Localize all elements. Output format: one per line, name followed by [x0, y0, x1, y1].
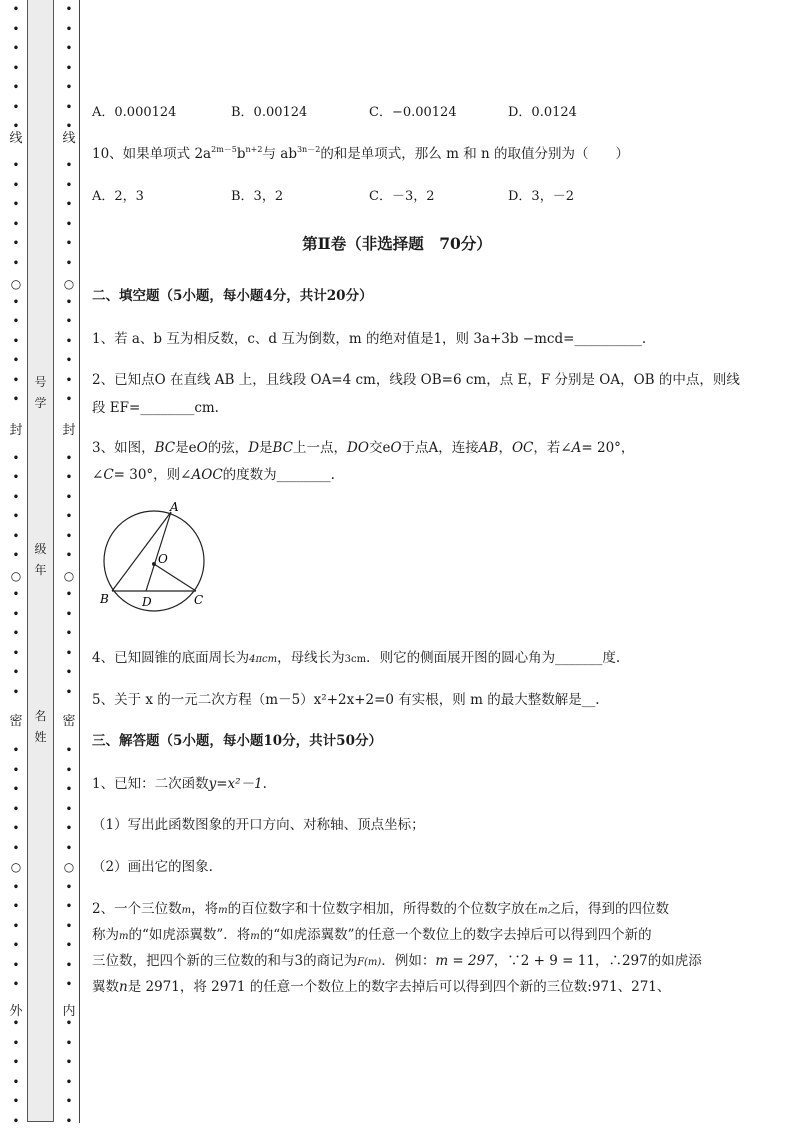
binding-dot: • — [12, 394, 20, 405]
q10-exp: 3n－2 — [296, 145, 321, 154]
binding-dot: • — [12, 687, 20, 698]
binding-dot: • — [65, 82, 73, 93]
q3-text: 是 — [175, 440, 189, 456]
label-d: D — [142, 595, 152, 609]
part-title: 第Ⅱ卷（非选择题 70分） — [302, 234, 492, 253]
solve-question-1 — [92, 772, 754, 792]
binding-dot: • — [65, 667, 73, 678]
binding-dot: • — [65, 745, 73, 756]
binding-circle: ○ — [10, 277, 22, 291]
binding-strip — [27, 0, 54, 1122]
binding-circle: ○ — [63, 860, 75, 874]
binding-dot: • — [65, 511, 73, 522]
q3-text: 的度数为________. — [222, 467, 335, 483]
binding-dot: • — [12, 258, 20, 269]
q3-text: 交 — [368, 440, 383, 456]
q10-exp: 2m－5 — [211, 145, 237, 154]
binding-dot: • — [65, 648, 73, 659]
binding-dot: • — [12, 921, 20, 932]
binding-dot: • — [65, 43, 73, 54]
binding-mark: 内 — [62, 1004, 76, 1019]
binding-dot: • — [12, 297, 20, 308]
binding-dot: • — [65, 394, 73, 405]
segment-oc — [154, 564, 196, 591]
s2-math: m — [250, 931, 260, 942]
binding-dot: • — [65, 102, 73, 113]
binding-dot: • — [12, 628, 20, 639]
binding-dot: • — [65, 180, 73, 191]
choice-c: C．－3，2 — [369, 189, 435, 204]
binding-dot: • — [12, 550, 20, 561]
binding-mark: 线 — [62, 131, 76, 146]
q3-text: ∠ — [92, 467, 104, 483]
binding-dot: • — [12, 960, 20, 971]
binding-dot: • — [65, 687, 73, 698]
binding-dot: • — [12, 102, 20, 113]
binding-dot: • — [12, 589, 20, 600]
binding-dot: • — [12, 238, 20, 249]
fill-question-3 — [92, 436, 754, 456]
s2-math: n — [119, 979, 128, 995]
strip-label: 号 — [34, 375, 47, 389]
s2-math: m — [119, 931, 129, 942]
choice-b: B．0.00124 — [231, 105, 308, 120]
binding-mark: 密 — [9, 714, 23, 729]
label-c: C — [194, 593, 204, 607]
binding-circle: ○ — [10, 860, 22, 874]
binding-dot: • — [12, 472, 20, 483]
q3-math: A — [571, 440, 582, 456]
binding-dot: • — [12, 609, 20, 620]
fill-question-5: 5、关于 x 的一元二次方程（m－5）x²+2x+2=0 有实根，则 m 的最大整数解是__. — [92, 692, 600, 708]
binding-dot: • — [12, 511, 20, 522]
circle-figure — [96, 500, 216, 612]
q3-math: O — [196, 440, 208, 456]
solve-question-2-line-4 — [92, 975, 754, 995]
choice-c: C．−0.00124 — [369, 105, 457, 120]
fill-question-1: 1、若 a、b 互为相反数，c、d 互为倒数，m 的绝对值是1，则 3a+3b −mcd=__________. — [92, 331, 647, 347]
binding-dot: • — [12, 901, 20, 912]
binding-mark: 封 — [62, 423, 76, 438]
binding-dot: • — [65, 765, 73, 776]
q3-text: 的弦， — [207, 440, 249, 456]
solve-question-2-line-2 — [92, 923, 754, 943]
binding-dot: • — [65, 199, 73, 210]
s1-text: 1、已知：二次函数 — [92, 776, 209, 792]
fill-question-2-cont: 段 EF=________cm. — [92, 400, 219, 416]
binding-dot: • — [65, 1077, 73, 1088]
binding-dot: • — [65, 355, 73, 366]
q4-text: ，母线长为 — [277, 650, 345, 666]
s2-text: 称为 — [92, 927, 119, 943]
binding-dot: • — [65, 4, 73, 15]
binding-dot: • — [65, 1116, 73, 1127]
q10-text: 10、如果单项式 2a — [92, 146, 212, 162]
fill-question-3-cont — [92, 463, 754, 483]
binding-dot: • — [12, 940, 20, 951]
strip-label: 学 — [34, 396, 47, 410]
binding-dot: • — [65, 121, 73, 132]
solve-question-2 — [92, 897, 754, 917]
strip-label: 年 — [34, 563, 47, 577]
q3-math: DO — [347, 440, 369, 456]
binding-dot: • — [65, 297, 73, 308]
q3-text: 上一点， — [293, 440, 348, 456]
s2-text: 的“如虎添翼数”．将 — [128, 927, 251, 943]
q3-math: AB — [478, 440, 499, 456]
binding-dot: • — [12, 355, 20, 366]
choice-d: D．3，－2 — [508, 189, 574, 204]
label-o: O — [158, 552, 168, 566]
binding-circle: ○ — [10, 569, 22, 583]
binding-dot: • — [65, 24, 73, 35]
binding-dot: • — [65, 238, 73, 249]
binding-dot: • — [65, 1096, 73, 1107]
binding-dot: • — [65, 804, 73, 815]
s2-text: ，将 — [191, 901, 219, 917]
binding-dot: • — [12, 765, 20, 776]
binding-dot: • — [12, 316, 20, 327]
q10-exp: n+2 — [245, 145, 263, 154]
binding-dot: • — [65, 316, 73, 327]
binding-dot: • — [12, 219, 20, 230]
binding-dot: • — [12, 24, 20, 35]
s2-text: 三位数，把四个新的三位数的和与3的商记为 — [92, 953, 358, 969]
binding-mark: 封 — [9, 423, 23, 438]
q3-math: D — [248, 440, 260, 456]
q3-math: BC — [272, 440, 294, 456]
binding-dot: • — [12, 882, 20, 893]
section-header-solve: 三、解答题（5小题，每小题10分，共计50分） — [92, 733, 382, 749]
label-b: B — [100, 592, 109, 606]
binding-dot: • — [12, 784, 20, 795]
binding-dot: • — [65, 472, 73, 483]
binding-dot: • — [12, 1057, 20, 1068]
q4-text: ．则它的侧面展开图的圆心角为_______度. — [366, 650, 621, 666]
s2-text: 的“如虎添翼数”的任意一个数位上的数字去掉后可以得到四个新的 — [259, 927, 652, 943]
binding-dot: • — [12, 667, 20, 678]
choice-a: A．0.000124 — [92, 105, 177, 120]
binding-dot: • — [65, 628, 73, 639]
binding-circle: ○ — [63, 569, 75, 583]
s2-math: m — [538, 905, 548, 916]
binding-dot: • — [12, 979, 20, 990]
q3-text: 3、如图， — [92, 440, 155, 456]
binding-mark: 外 — [9, 1004, 23, 1019]
q4-text: 4、已知圆锥的底面周长为 — [92, 650, 250, 666]
binding-dot: • — [12, 1038, 20, 1049]
q3-text: 于点A，连接 — [401, 440, 479, 456]
binding-dot: • — [65, 979, 73, 990]
binding-dot: • — [65, 823, 73, 834]
circle-symbol: e — [382, 440, 391, 456]
binding-dot: • — [65, 492, 73, 503]
binding-dot: • — [12, 63, 20, 74]
choice-a: A．2，3 — [92, 189, 144, 204]
strip-label: 名 — [34, 709, 47, 723]
s2-math: F(m) — [357, 957, 382, 968]
s2-text: 的百位数字和十位数字相加，所得数的个位数字放在 — [227, 901, 539, 917]
binding-dot: • — [12, 648, 20, 659]
binding-mark: 线 — [9, 131, 23, 146]
binding-dot: • — [65, 940, 73, 951]
binding-dot: • — [65, 589, 73, 600]
s2-math: m = 297 — [435, 953, 494, 969]
binding-dot: • — [12, 121, 20, 132]
binding-dot: • — [65, 609, 73, 620]
s1-text: . — [262, 776, 267, 792]
solve-question-1-part-1: （1）写出此函数图象的开口方向、对称轴、顶点坐标； — [92, 817, 425, 833]
s2-text: 翼数 — [92, 979, 119, 995]
binding-dot: • — [65, 63, 73, 74]
fill-question-4 — [92, 646, 754, 666]
binding-dot: • — [65, 219, 73, 230]
q3-math: O — [390, 440, 402, 456]
binding-dot: • — [65, 1038, 73, 1049]
q3-text: ，若∠ — [533, 440, 572, 456]
strip-label: 姓 — [34, 730, 47, 744]
binding-dot: • — [12, 531, 20, 542]
binding-dot: • — [12, 199, 20, 210]
binding-dot: • — [12, 82, 20, 93]
q3-math: BC — [154, 440, 176, 456]
q3-math: C — [103, 467, 114, 483]
q3-text: 是 — [259, 440, 273, 456]
binding-dot: • — [12, 745, 20, 756]
strip-label: 级 — [34, 542, 47, 556]
circle-symbol: e — [188, 440, 197, 456]
q3-text: ， — [498, 440, 512, 456]
binding-dot: • — [12, 336, 20, 347]
center-point — [152, 562, 156, 566]
s2-math: m — [181, 905, 192, 916]
binding-dot: • — [12, 180, 20, 191]
binding-dot: • — [12, 843, 20, 854]
s2-text: 是 2971，将 2971 的任意一个数位上的数字去掉后可以得到四个新的三位数:971、271、 — [127, 979, 671, 995]
q3-text: = 20°， — [581, 440, 635, 456]
binding-dot: • — [12, 375, 20, 386]
margin-rule — [79, 0, 80, 1123]
binding-dot: • — [65, 336, 73, 347]
binding-dot: • — [65, 843, 73, 854]
q3-math: OC — [511, 440, 534, 456]
binding-dot: • — [65, 882, 73, 893]
q3-text: = 30°，则∠ — [113, 467, 192, 483]
binding-dot: • — [65, 1018, 73, 1029]
fill-question-2: 2、已知点O 在直线 AB 上，且线段 OA=4 cm，线段 OB=6 cm，点 E，F 分别是 OA，OB 的中点，则线 — [92, 372, 740, 388]
choice-d: D．0.0124 — [508, 105, 577, 120]
binding-dot: • — [12, 804, 20, 815]
solve-question-2-line-3 — [92, 949, 754, 969]
binding-dot: • — [12, 1077, 20, 1088]
choice-b: B．3，2 — [231, 189, 284, 204]
binding-dot: • — [65, 160, 73, 171]
binding-dot: • — [12, 43, 20, 54]
q3-math: AOC — [191, 467, 223, 483]
binding-dot: • — [65, 550, 73, 561]
binding-dot: • — [12, 160, 20, 171]
binding-dot: • — [65, 960, 73, 971]
binding-dot: • — [65, 1057, 73, 1068]
s1-math: y=x²－1 — [208, 776, 263, 792]
q4-math: 4πcm — [249, 654, 278, 665]
circle-o — [104, 511, 204, 611]
s2-text: ，∵2 + 9 = 11，∴297的如虎添 — [493, 953, 702, 969]
question-10 — [92, 142, 754, 162]
s2-text: 之后，得到的四位数 — [547, 901, 670, 917]
binding-dot: • — [65, 453, 73, 464]
binding-dot: • — [12, 1018, 20, 1029]
binding-dot: • — [12, 453, 20, 464]
q10-text: 的和是单项式，那么 m 和 n 的取值分别为（ ） — [320, 146, 629, 162]
q4-math: 3cm — [344, 654, 367, 665]
binding-dot: • — [65, 531, 73, 542]
s2-text: ．例如： — [381, 953, 436, 969]
s2-math: m — [218, 905, 228, 916]
binding-dot: • — [65, 258, 73, 269]
binding-mark: 密 — [62, 714, 76, 729]
binding-dot: • — [12, 492, 20, 503]
binding-dot: • — [12, 4, 20, 15]
q10-text: b — [236, 146, 246, 162]
solve-question-1-part-2: （2）画出它的图象. — [92, 859, 213, 875]
binding-dot: • — [12, 1116, 20, 1127]
section-header-fill: 二、填空题（5小题，每小题4分，共计20分） — [92, 288, 373, 304]
q10-text: 与 ab — [262, 146, 297, 162]
binding-dot: • — [65, 901, 73, 912]
binding-dot: • — [12, 1096, 20, 1107]
binding-dot: • — [12, 823, 20, 834]
binding-circle: ○ — [63, 277, 75, 291]
label-a: A — [170, 500, 179, 514]
binding-dot: • — [65, 784, 73, 795]
binding-dot: • — [65, 921, 73, 932]
binding-dot: • — [65, 375, 73, 386]
s2-text: 2、一个三位数 — [92, 901, 182, 917]
